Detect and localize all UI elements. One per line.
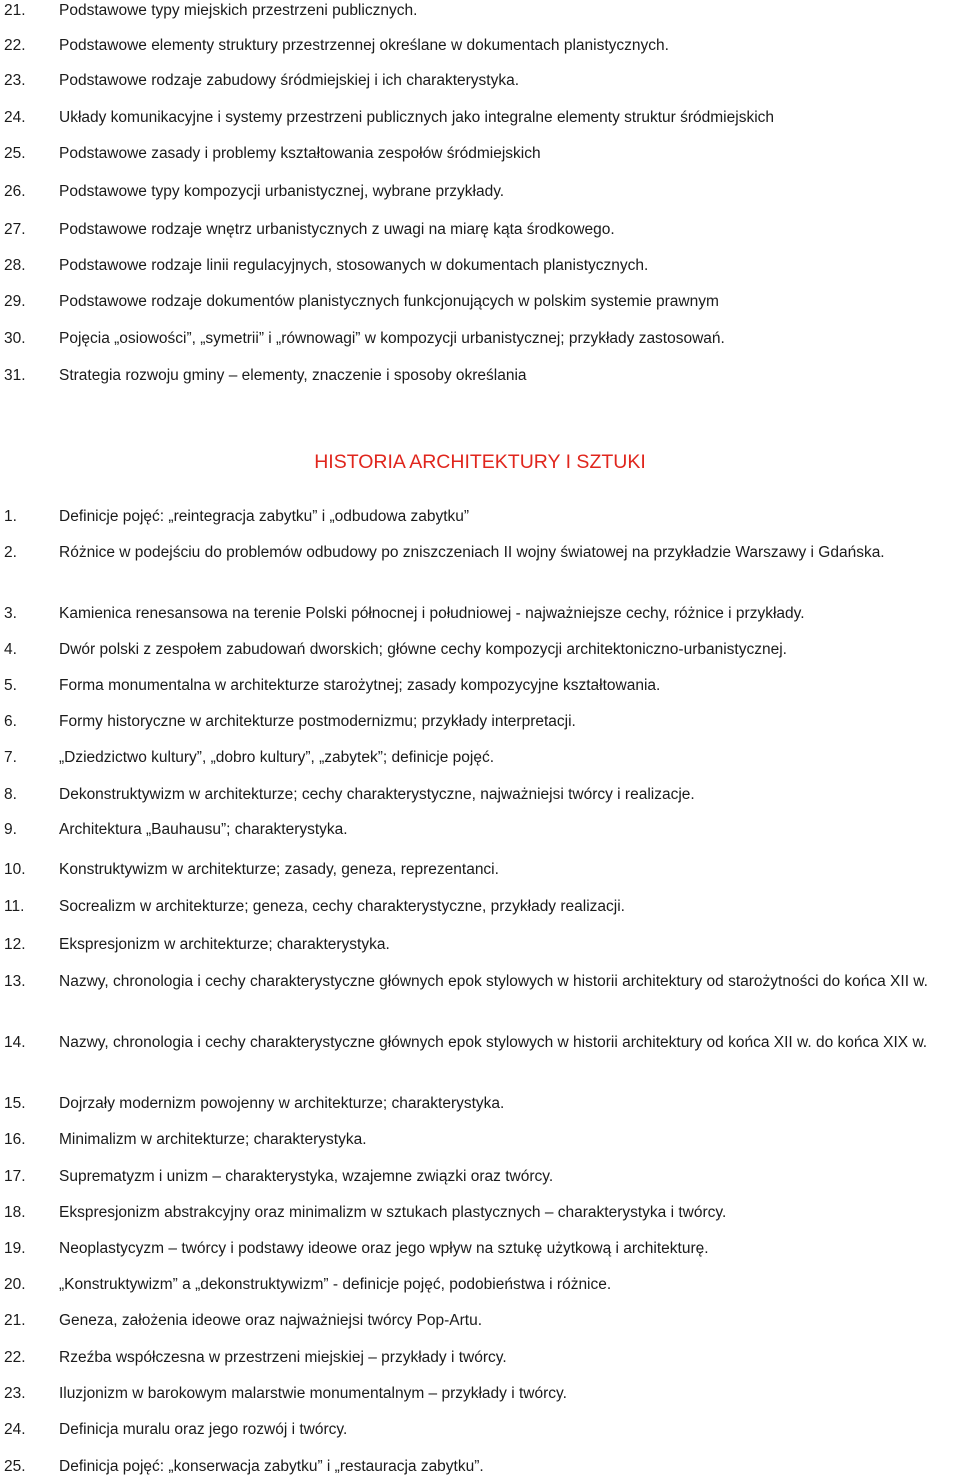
- item-text: Neoplastycyzm – twórcy i podstawy ideowe oraz jego wpływ na sztukę użytkową i architekturę.: [59, 1240, 709, 1257]
- item-text: Iluzjonizm w barokowym malarstwie monumentalnym – przykłady i twórcy.: [59, 1385, 567, 1402]
- item-number: 1.: [4, 508, 17, 525]
- item-number: 28.: [4, 257, 26, 274]
- item-text: Forma monumentalna w architekturze starożytnej; zasady kompozycyjne kształtowania.: [59, 677, 661, 694]
- item-text: Podstawowe rodzaje zabudowy śródmiejskiej i ich charakterystyka.: [59, 72, 520, 89]
- item-text: Różnice w podejściu do problemów odbudowy po zniszczeniach II wojny światowej na przykładzie Warszawy i Gdańska.: [59, 544, 885, 561]
- item-text: Podstawowe rodzaje dokumentów planistycznych funkcjonujących w polskim systemie prawnym: [59, 293, 719, 310]
- item-number: 20.: [4, 1276, 26, 1293]
- item-number: 12.: [4, 936, 26, 953]
- item-number: 31.: [4, 367, 26, 384]
- item-number: 25.: [4, 145, 26, 162]
- item-number: 6.: [4, 713, 17, 730]
- item-number: 2.: [4, 544, 17, 561]
- item-number: 18.: [4, 1204, 26, 1221]
- item-number: 23.: [4, 72, 26, 89]
- item-text: Dekonstruktywizm w architekturze; cechy charakterystyczne, najważniejsi twórcy i realizacje.: [59, 786, 695, 803]
- item-number: 21.: [4, 1312, 26, 1329]
- item-number: 23.: [4, 1385, 26, 1402]
- item-number: 21.: [4, 2, 26, 19]
- item-text: Definicja muralu oraz jego rozwój i twórcy.: [59, 1421, 348, 1438]
- item-number: 11.: [4, 898, 25, 915]
- section-heading: HISTORIA ARCHITEKTURY I SZTUKI: [314, 451, 646, 473]
- item-text: Podstawowe typy miejskich przestrzeni publicznych.: [59, 2, 418, 19]
- item-number: 5.: [4, 677, 17, 694]
- item-text: „Dziedzictwo kultury”, „dobro kultury”, „zabytek”; definicje pojęć.: [59, 749, 495, 766]
- item-number: 16.: [4, 1131, 26, 1148]
- item-text: Architektura „Bauhausu”; charakterystyka.: [59, 821, 348, 838]
- item-number: 29.: [4, 293, 26, 310]
- item-number: 26.: [4, 183, 26, 200]
- item-text: Podstawowe elementy struktury przestrzennej określane w dokumentach planistycznych.: [59, 37, 669, 54]
- item-number: 22.: [4, 37, 26, 54]
- item-number: 13.: [4, 973, 26, 990]
- item-text: Konstruktywizm w architekturze; zasady, geneza, reprezentanci.: [59, 861, 499, 878]
- item-text: Pojęcia „osiowości”, „symetrii” i „równowagi” w kompozycji urbanistycznej; przykłady zastosowań.: [59, 330, 725, 347]
- item-number: 30.: [4, 330, 26, 347]
- item-text: Formy historyczne w architekturze postmodernizmu; przykłady interpretacji.: [59, 713, 576, 730]
- item-number: 27.: [4, 221, 26, 238]
- item-number: 7.: [4, 749, 17, 766]
- item-text: Podstawowe rodzaje wnętrz urbanistycznych z uwagi na miarę kąta środkowego.: [59, 221, 615, 238]
- item-text: Nazwy, chronologia i cechy charakterystyczne głównych epok stylowych w historii architektury od końca XII w. do końca XIX w.: [59, 1034, 928, 1051]
- item-text: Podstawowe rodzaje linii regulacyjnych, stosowanych w dokumentach planistycznych.: [59, 257, 649, 274]
- item-number: 24.: [4, 109, 26, 126]
- item-text: Definicje pojęć: „reintegracja zabytku” i „odbudowa zabytku”: [59, 508, 470, 525]
- item-text: Minimalizm w architekturze; charakterystyka.: [59, 1131, 367, 1148]
- item-text: Rzeźba współczesna w przestrzeni miejskiej – przykłady i twórcy.: [59, 1349, 507, 1366]
- item-number: 9.: [4, 821, 17, 838]
- item-number: 22.: [4, 1349, 26, 1366]
- item-number: 15.: [4, 1095, 26, 1112]
- item-number: 25.: [4, 1458, 26, 1475]
- item-text: Geneza, założenia ideowe oraz najważniejsi twórcy Pop-Artu.: [59, 1312, 483, 1329]
- item-text: Definicja pojęć: „konserwacja zabytku” i „restauracja zabytku”.: [59, 1458, 484, 1475]
- item-text: Układy komunikacyjne i systemy przestrzeni publicznych jako integralne elementy struktur śródmiejskich: [59, 109, 775, 126]
- item-text: Ekspresjonizm abstrakcyjny oraz minimalizm w sztukach plastycznych – charakterystyka i twórcy.: [59, 1204, 727, 1221]
- item-text: Kamienica renesansowa na terenie Polski północnej i południowej - najważniejsze cechy, różnice i przykłady.: [59, 605, 805, 622]
- item-text: Dwór polski z zespołem zabudowań dworskich; główne cechy kompozycji architektoniczno-urbanistycznej.: [59, 641, 787, 658]
- item-number: 4.: [4, 641, 17, 658]
- item-text: Nazwy, chronologia i cechy charakterystyczne głównych epok stylowych w historii architektury od starożytności do końca XII w.: [59, 973, 928, 990]
- item-number: 19.: [4, 1240, 26, 1257]
- item-number: 10.: [4, 861, 26, 878]
- item-text: „Konstruktywizm” a „dekonstruktywizm” - definicje pojęć, podobieństwa i różnice.: [59, 1276, 612, 1293]
- item-number: 14.: [4, 1034, 26, 1051]
- item-text: Dojrzały modernizm powojenny w architekturze; charakterystyka.: [59, 1095, 505, 1112]
- item-text: Ekspresjonizm w architekturze; charakterystyka.: [59, 936, 390, 953]
- item-number: 24.: [4, 1421, 26, 1438]
- item-number: 17.: [4, 1168, 26, 1185]
- item-text: Podstawowe zasady i problemy kształtowania zespołów śródmiejskich: [59, 145, 541, 162]
- item-text: Suprematyzm i unizm – charakterystyka, wzajemne związki oraz twórcy.: [59, 1168, 554, 1185]
- item-text: Socrealizm w architekturze; geneza, cechy charakterystyczne, przykłady realizacji.: [59, 898, 625, 915]
- item-number: 8.: [4, 786, 17, 803]
- item-number: 3.: [4, 605, 17, 622]
- item-text: Podstawowe typy kompozycji urbanistycznej, wybrane przykłady.: [59, 183, 505, 200]
- item-text: Strategia rozwoju gminy – elementy, znaczenie i sposoby określania: [59, 367, 527, 384]
